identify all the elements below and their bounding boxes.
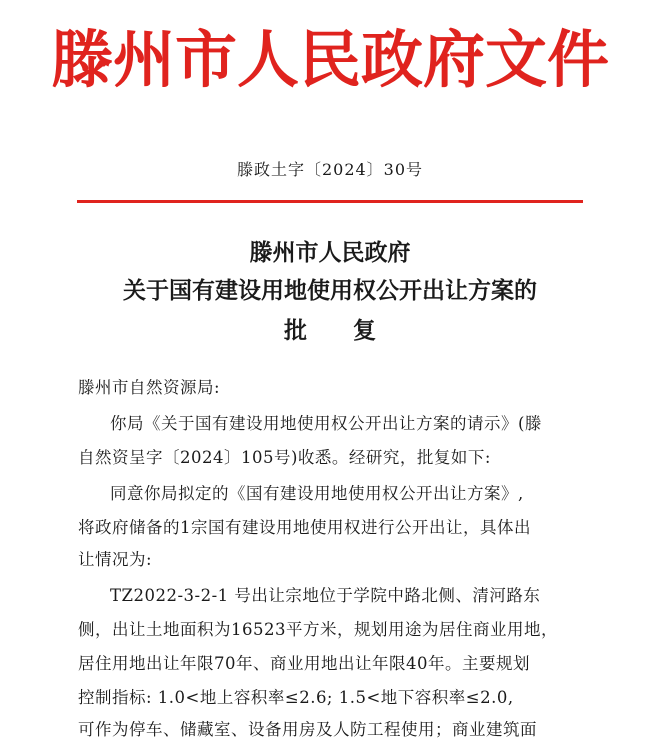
- document-number: 滕政土字〔2024〕30号: [236, 160, 424, 179]
- masthead-title: 滕州市人民政府文件: [50, 23, 609, 96]
- red-divider-line: [77, 200, 583, 203]
- body-line: 控制指标: 1.0<地上容积率≤2.6; 1.5<地下容积率≤2.0,: [78, 688, 514, 707]
- body-line: 同意你局拟定的《国有建设用地使用权公开出让方案》,: [110, 484, 524, 503]
- body-line: 自然资呈字〔2024〕105号)收悉。经研究，批复如下:: [78, 448, 491, 467]
- body-line: 侧，出让土地面积为16523平方米，规划用途为居住商业用地，: [78, 620, 558, 639]
- body-line: TZ2022-3-2-1 号出让宗地位于学院中路北侧、清河路东: [110, 586, 541, 605]
- body-line: 你局《关于国有建设用地使用权公开出让方案的请示》(滕: [110, 414, 542, 433]
- title-line-1: 滕州市人民政府: [249, 239, 411, 266]
- title-line-3: 批复: [284, 317, 422, 344]
- body-line: 居住用地出让年限70年、商业用地出让年限40年。主要规划: [78, 654, 530, 673]
- body-line: 将政府储备的1宗国有建设用地使用权进行公开出让，具体出: [78, 518, 531, 537]
- body-line: 让情况为:: [78, 550, 153, 569]
- addressee: 滕州市自然资源局:: [78, 378, 221, 397]
- body-line: 可作为停车、储藏室、设备用房及人防工程使用；商业建筑面: [78, 720, 537, 739]
- title-line-2: 关于国有建设用地使用权公开出让方案的: [123, 277, 537, 304]
